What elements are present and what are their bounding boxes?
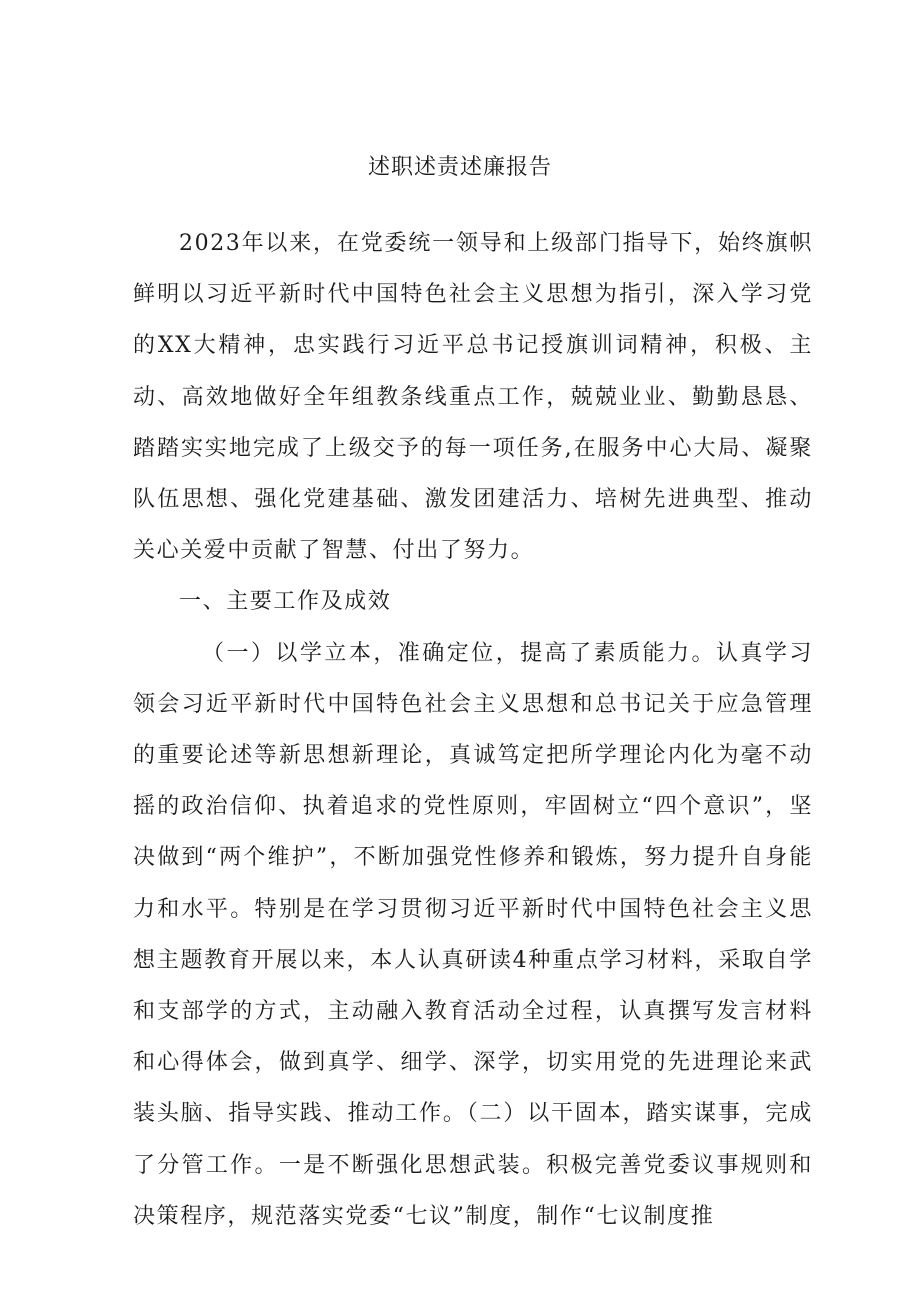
document-body xyxy=(133,218,813,1242)
document-title: 述职述责述廉报告 xyxy=(367,155,552,180)
intro-paragraph: 2023年以来，在党委统一领导和上级部门指导下，始终旗帜鲜明以习近平新时代中国特色社会主义思想为指引，深入学习党的XX大精神，忠实践行习近平总书记授旗训词精神，积极、主动、高效地做好全年组教条线重点工作，兢兢业业、勤勤恳恳、踏踏实实地完成了上级交予的每一项任务,在服务中心大局、凝聚队伍思想、强化党建基础、激发团建活力、培树先进典型、推动关心关爱中贡献了智慧、付出了努力。 xyxy=(133,231,813,564)
section-heading: 一、主要工作及成效 xyxy=(179,589,392,615)
subsection-paragraph: （一）以学立本，准确定位，提高了素质能力。认真学习领会习近平新时代中国特色社会主义思想和总书记关于应急管理的重要论述等新思想新理论，真诚笃定把所学理论内化为毫不动摇的政治信仰、执着追求的党性原则，牢固树立“四个意识”，坚决做到“两个维护”，不断加强党性修养和锻炼，努力提升自身能力和水平。特别是在学习贯彻习近平新时代中国特色社会主义思想主题教育开展以来，本人认真研读4种重点学习材料，采取自学和支部学的方式，主动融入教育活动全过程，认真撰写发言材料和心得体会，做到真学、细学、深学，切实用党的先进理论来武装头脑、指导实践、推动工作。（二）以干固本，踏实谋事，完成了分管工作。一是不断强化思想武装。积极完善党委议事规则和决策程序，规范落实党委“七议”制度，制作“七议制度推 xyxy=(133,640,813,1229)
